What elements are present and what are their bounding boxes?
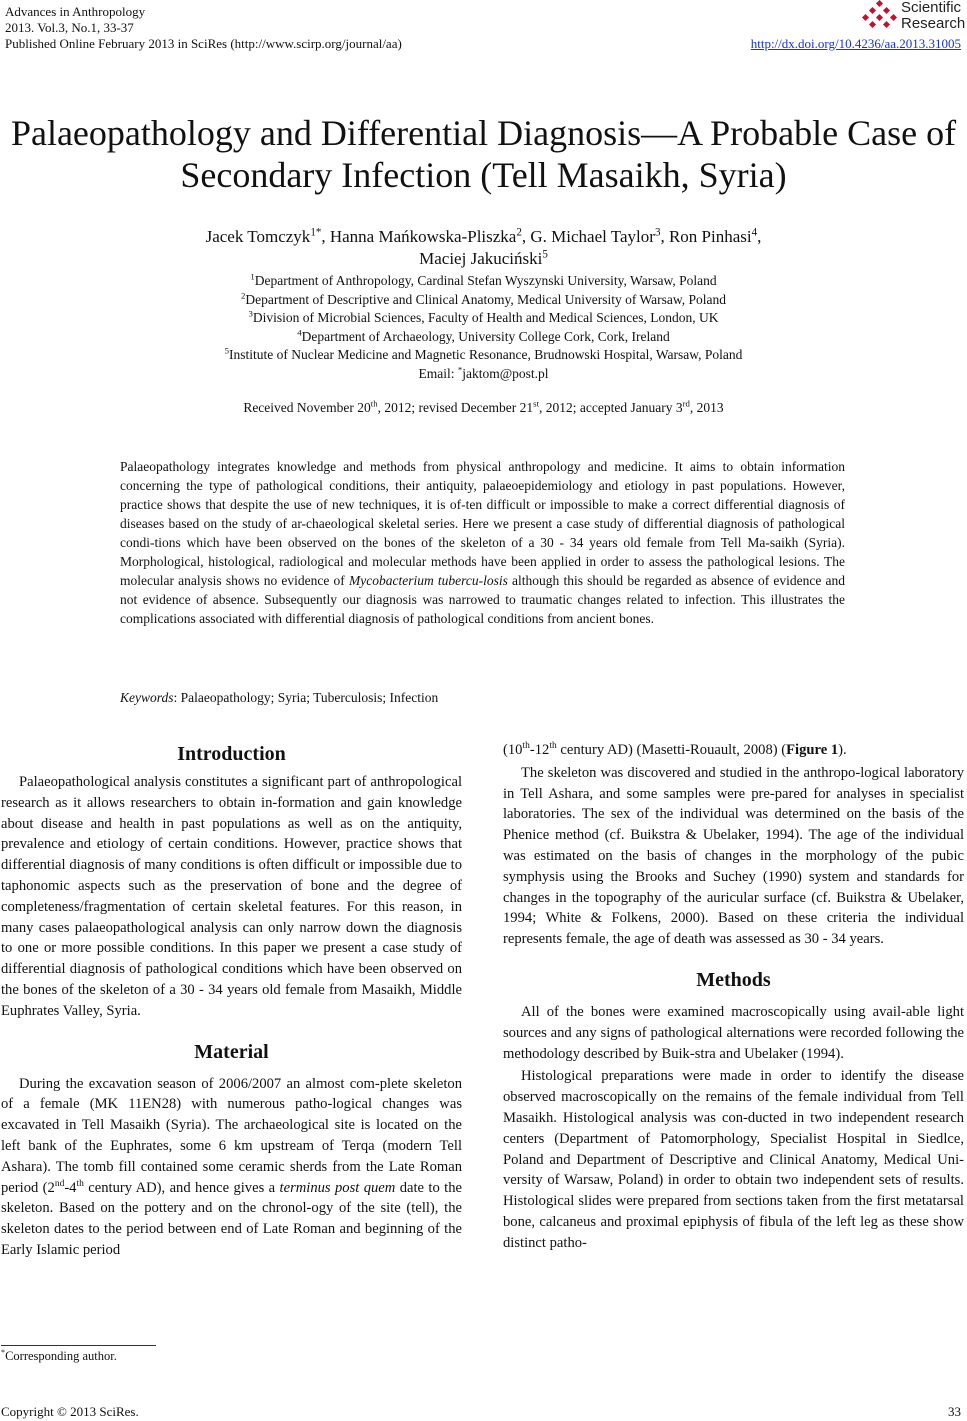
keywords xyxy=(120,690,438,706)
authors-line-2 xyxy=(0,248,967,270)
material-text: date to the skeleton. Based on the pottery and on the chronol-ogy of the site (tell), the skeleton dates to the period between end of Late Roman and beginning of the Early Islamic period xyxy=(1,1179,462,1258)
author-list xyxy=(0,226,967,270)
scirp-logo xyxy=(861,0,966,34)
page-number: 33 xyxy=(948,1404,961,1419)
abstract-text-1: Palaeopathology integrates knowledge and methods from physical anthropology and medicine. It aims to obtain information concerning the type of pathological conditions, their antiquity, palaeoepidemiology and etiology in past populations. However, practice shows that despite the use of new techniques, it is of-ten difficult or impossible to make a correct differential diagnosis of diseases based on the study of ar-chaeological skeletal series. Here we present a case study of differential diagnosis of pathological condi-tions which have been observed on the bones of the skeleton of a 30 - 34 years old female from Tell Ma-saikh (Syria). Morphological, histological, radiological and molecular methods have been applied in order to assess the pathological lesions. The molecular analysis shows no evidence of xyxy=(120,459,845,588)
affiliation-text: Institute of Nuclear Medicine and Magnetic Resonance, Brudnowski Hospital, Warsaw, Poland xyxy=(229,347,743,362)
continued-paragraph xyxy=(503,740,964,761)
material-italic: terminus post quem xyxy=(279,1179,396,1196)
affiliation-list xyxy=(0,272,967,383)
affiliation xyxy=(0,291,967,310)
affiliation-text: Department of Anthropology, Cardinal Stefan Wyszynski University, Warsaw, Poland xyxy=(254,273,717,288)
date-sup: th xyxy=(370,398,378,409)
author-name: , Ron Pinhasi xyxy=(660,227,752,246)
email-line xyxy=(0,365,967,384)
abstract-species: Mycobacterium tubercu-losis xyxy=(348,573,508,588)
author-sup: 2 xyxy=(516,226,522,239)
affiliation-sup: 5 xyxy=(224,345,230,356)
received-text: Received November 20 xyxy=(243,400,371,415)
author-name: , G. Michael Taylor xyxy=(521,227,655,246)
material-text: century AD), and hence gives a xyxy=(83,1179,280,1196)
skeleton-paragraph: The skeleton was discovered and studied in the anthropo-logical laboratory in Tell Ashara, and some samples were pre-pared for analyses in specialist laboratories. The sex of the individual was determined on the basis of the Phenice method (cf. Buikstra & Ubelaker, 1994). The age of the individual was estimated on the basis of changes in the morphology of the pubic symphysis using the Brooks and Suchey (1990) system and standards for changes in the topography of the auricular surface (cf. Buikstra & Ubelaker, 1994; White & Folkens, 2000). Based on these criteria the individual represents female, the age of death was assessed as 30 - 34 years. xyxy=(503,764,964,948)
continued-sup: th xyxy=(549,741,557,752)
methods-heading: Methods xyxy=(696,968,771,991)
keywords-text: : Palaeopathology; Syria; Tuberculosis; Infection xyxy=(173,690,439,705)
material-text: -4 xyxy=(64,1179,77,1196)
footnote-text: Corresponding author. xyxy=(5,1349,117,1363)
affiliation xyxy=(0,309,967,328)
author-name: , Hanna Mańkowska-Pliszka xyxy=(321,227,517,246)
authors-line-1 xyxy=(0,226,967,248)
affiliation-sup: 2 xyxy=(241,290,246,300)
email-sup: * xyxy=(457,364,463,374)
journal-name: Advances in Anthropology xyxy=(5,4,146,19)
affiliation-sup: 4 xyxy=(297,327,302,337)
email-address[interactable]: jaktom@post.pl xyxy=(462,365,549,381)
email-label: Email: xyxy=(418,365,458,381)
affiliation xyxy=(0,272,967,291)
material-sup: th xyxy=(76,1178,84,1189)
material-sup: nd xyxy=(54,1178,65,1189)
affiliation-sup: 3 xyxy=(248,308,253,319)
footnote-sup: * xyxy=(1,1347,6,1357)
introduction-heading: Introduction xyxy=(177,743,286,765)
doi-link[interactable]: http://dx.doi.org/10.4236/aa.2013.31005 xyxy=(750,36,961,51)
logo-line-1: Scientific xyxy=(901,0,962,16)
continued-text: century AD) (Masetti-Rouault, 2008) ( xyxy=(556,742,787,758)
footnote xyxy=(1,1349,117,1364)
methods-paragraph-2: Histological preparations were made in order to identify the disease observed macroscopically on the remains of the female individual from Tell Masaikh. Histological analysis was con-ducted in two independent research centers (Department of Patomorphology, Specialist Hospital in Siedlce, Poland and Department of Descriptive and Clinical Anatomy, Medical Uni-versity of Warsaw, Poland) in order to obtain two independent sets of results. Histological slides were prepared from sections taken from the first metatarsal bone, calcaneus and proximal epiphysis of fibula of the left leg as these show distinct patho- xyxy=(503,1068,964,1251)
logo-text xyxy=(901,0,965,32)
date-sup: st xyxy=(533,398,540,409)
revised-text: , 2012; revised December 21 xyxy=(377,400,534,415)
logo-line-2: Research xyxy=(901,15,966,32)
author-name: Maciej Jakuciński xyxy=(419,249,543,268)
right-column xyxy=(503,740,964,1254)
affiliation-text: Division of Microbial Sciences, Faculty of Health and Medical Sciences, London, UK xyxy=(252,310,719,325)
affiliation-sup: 1 xyxy=(250,271,255,282)
continued-text: -12 xyxy=(529,742,550,758)
methods-paragraph-1: All of the bones were examined macroscopically using avail-able light sources and any signs of pathological alternations were recorded following the methodology described by Buik-stra and Ubelaker (1994). xyxy=(503,1003,964,1062)
continued-text: ). xyxy=(838,742,847,758)
keywords-label: Keywords xyxy=(120,690,174,705)
paper-title xyxy=(0,112,967,196)
logo-diamond-icon xyxy=(861,0,899,32)
affiliation xyxy=(0,328,967,347)
continued-sup: th xyxy=(522,741,530,752)
publication-info: Published Online February 2013 in SciRes (http://www.scirp.org/journal/aa) xyxy=(5,36,402,51)
material-heading: Material xyxy=(194,1040,269,1063)
affiliation xyxy=(0,346,967,365)
affiliation-text: Department of Descriptive and Clinical Anatomy, Medical University of Warsaw, Poland xyxy=(245,291,726,307)
accepted-text: , 2012; accepted January 3 xyxy=(539,400,683,415)
introduction-paragraph: Palaeopathological analysis constitutes a significant part of anthropological research as it allows researchers to obtain in-formation and gain knowledge about disease and health in past populations as well as on the antiquity, prevalence and etiology of certain conditions. However, practice shows that differential diagnosis of many conditions is often difficult or impossible due to taphonomic aspects such as the preservation of bone and the degree of completeness/fragmentation of certain skeletal features. For this reason, in many cases palaeopathological analysis can only narrow down the diagnosis to one or more possible conditions. In this paper we present a case study of differential diagnosis of pathological conditions which have been observed on the bones of the skeleton of a 30 - 34 years old female from Masaikh, Middle Euphrates Valley, Syria. xyxy=(1,774,462,1019)
journal-volume: 2013. Vol.3, No.1, 33-37 xyxy=(5,20,134,35)
figure-reference[interactable]: Figure 1 xyxy=(786,742,839,758)
copyright: Copyright © 2013 SciRes. xyxy=(1,1404,139,1419)
abstract-text-2: although this should be regarded as absence of evidence and not evidence of absence. Subsequently our diagnosis was narrowed to traumatic changes related to infection. This illustrates the complications associated with differential diagnosis of pathological conditions from ancient bones. xyxy=(120,573,845,626)
author-name: Jacek Tomczyk xyxy=(205,227,311,246)
author-sup: 4 xyxy=(751,226,758,239)
author-sup: 1* xyxy=(310,226,322,239)
author-sup: 5 xyxy=(542,248,548,261)
footnote-rule xyxy=(1,1345,156,1346)
author-sup: 3 xyxy=(654,226,661,239)
affiliation-text: Department of Archaeology, University College Cork, Cork, Ireland xyxy=(301,328,670,344)
date-sup: rd xyxy=(682,398,690,409)
journal-header xyxy=(5,4,402,52)
received-dates xyxy=(0,400,967,416)
year-text: , 2013 xyxy=(689,400,724,415)
material-paragraph xyxy=(1,1074,462,1261)
left-column xyxy=(1,740,462,1261)
author-separator: , xyxy=(757,227,762,246)
abstract xyxy=(120,457,845,628)
title-line-2: Secondary Infection (Tell Masaikh, Syria) xyxy=(180,155,787,195)
title-line-1: Palaeopathology and Differential Diagnosis—A Probable Case of xyxy=(10,113,957,153)
material-text: During the excavation season of 2006/2007 an almost com-plete skeleton of a female (MK 11EN28) with numerous patho-logical changes was excavated in Tell Masaikh (Syria). The archaeological site is located on the left bank of the Euphrates, some 6 km upstream of Terqa (modern Tell Ashara). The tomb fill contained some ceramic sherds from the Late Roman period (2 xyxy=(1,1075,462,1196)
continued-text: (10 xyxy=(503,742,523,758)
